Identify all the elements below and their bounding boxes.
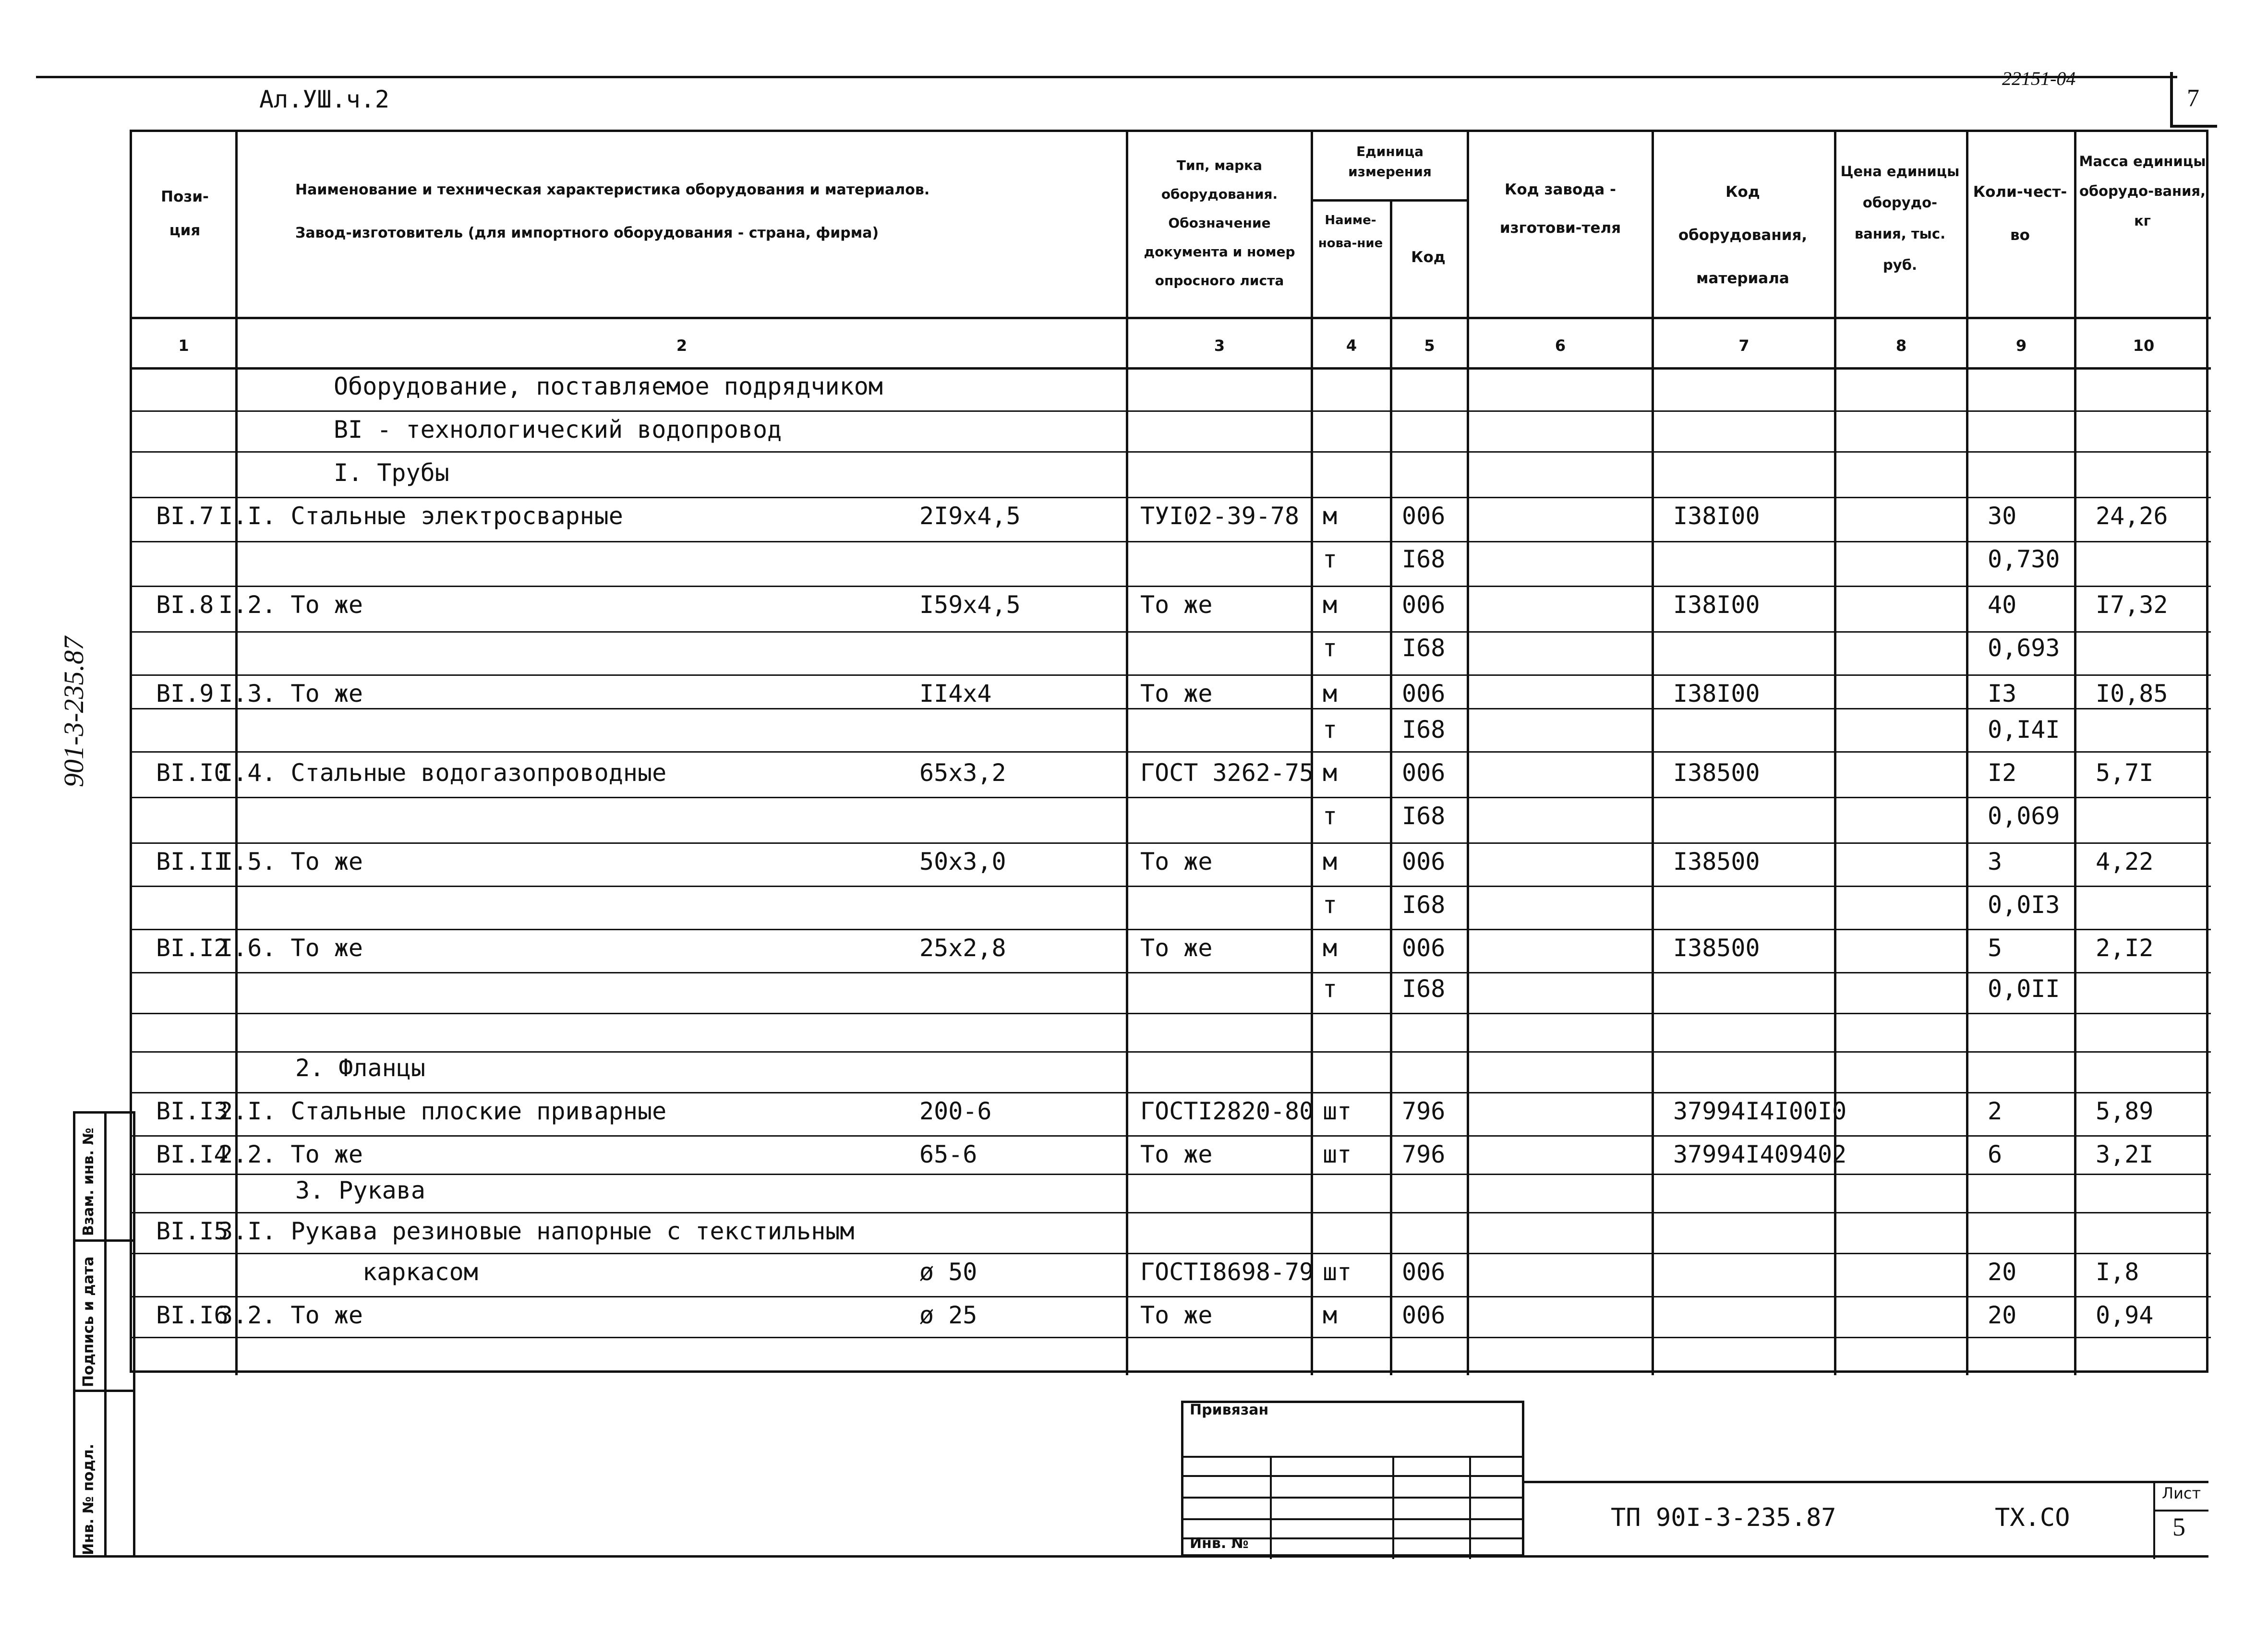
equipment-code-cell: 37994I4I00I0 <box>1673 1097 1847 1125</box>
unit-code-cell: 006 <box>1402 1258 1446 1286</box>
name-cell: I.I. Стальные электросварные <box>218 502 623 530</box>
name-cell: 3.2. То же <box>218 1301 363 1329</box>
name-cell: каркасом <box>362 1258 478 1286</box>
unit-code-cell: I68 <box>1402 634 1446 662</box>
col-header-unit-name: Наиме-нова-ние <box>1318 213 1383 251</box>
col-number-4: 4 <box>1346 336 1357 355</box>
unit-code-cell: 006 <box>1402 934 1446 962</box>
quantity-cell: 2 <box>1988 1097 2003 1125</box>
position-cell: BI.I0 <box>156 759 229 787</box>
name-cell: I.3. То же <box>218 680 363 708</box>
size-cell: 200-6 <box>919 1097 992 1125</box>
row-divider <box>132 1212 2211 1213</box>
table-row <box>132 802 2211 835</box>
table-row <box>132 1301 2211 1334</box>
row-divider <box>132 1135 2211 1137</box>
table-row <box>132 545 2211 578</box>
col-header-unit-group: Единица измерения <box>1348 144 1432 180</box>
side-label-replace: Взам. инв. № <box>80 1128 97 1236</box>
quantity-cell: I3 <box>1988 680 2017 708</box>
unit-code-cell: 006 <box>1402 680 1446 708</box>
mass-cell: 5,89 <box>2096 1097 2154 1125</box>
row-divider <box>132 1337 2211 1338</box>
size-cell: II4x4 <box>919 680 992 708</box>
row-divider <box>132 674 2211 676</box>
table-row <box>132 934 2211 967</box>
row-divider <box>132 972 2211 973</box>
row-divider <box>132 410 2211 412</box>
unit-name-cell: м <box>1323 759 1338 787</box>
type-cell: ТУI02-39-78 <box>1140 502 1300 530</box>
col-header-type: Тип, марка оборудования. Обозначение документа и номер опросного листа <box>1144 157 1295 288</box>
mass-cell: 2,I2 <box>2096 934 2154 962</box>
row-divider <box>132 497 2211 498</box>
unit-name-cell: т <box>1323 891 1338 919</box>
unit-name-cell: т <box>1323 545 1338 573</box>
table-row <box>132 502 2211 535</box>
col-number-3: 3 <box>1214 336 1225 355</box>
name-cell: I.6. То же <box>218 934 363 962</box>
mass-cell: I7,32 <box>2096 591 2168 619</box>
quantity-cell: 20 <box>1988 1301 2017 1329</box>
unit-name-cell: шт <box>1323 1258 1352 1286</box>
position-cell: BI.7 <box>156 502 214 530</box>
row-divider <box>132 797 2211 798</box>
sheet-label: Лист <box>2162 1484 2201 1502</box>
row-divider <box>132 451 2211 453</box>
unit-name-cell: м <box>1323 934 1338 962</box>
col-header-equipment-code: Код оборудования, материала <box>1678 183 1808 287</box>
row-divider <box>132 1296 2211 1297</box>
table-row <box>132 1054 2211 1087</box>
unit-name-cell: м <box>1323 591 1338 619</box>
table-row <box>132 847 2211 881</box>
unit-code-cell: 796 <box>1402 1140 1446 1168</box>
size-cell: ø 50 <box>919 1258 977 1286</box>
equipment-code-cell: I38500 <box>1673 759 1760 787</box>
col-number-8: 8 <box>1895 336 1907 355</box>
name-cell: 2. Фланцы <box>295 1054 425 1082</box>
row-divider <box>132 1174 2211 1175</box>
col-header-name-1: Наименование и техническая характеристика оборудования и материалов. <box>295 181 930 198</box>
size-cell: 65x3,2 <box>919 759 1006 787</box>
size-cell: 50x3,0 <box>919 848 1006 876</box>
table-row <box>132 679 2211 713</box>
row-divider <box>132 1013 2211 1014</box>
mass-cell: I0,85 <box>2096 680 2168 708</box>
mass-cell: 0,94 <box>2096 1301 2154 1329</box>
quantity-cell: 0,0II <box>1988 975 2060 1003</box>
type-cell: То же <box>1140 1301 1213 1329</box>
unit-code-cell: 006 <box>1402 759 1446 787</box>
unit-name-cell: шт <box>1323 1097 1352 1125</box>
row-divider <box>132 586 2211 587</box>
col-number-9: 9 <box>2015 336 2027 355</box>
name-cell: 3.I. Рукава резиновые напорные с текстильным <box>218 1217 855 1245</box>
sheet-code: Ал.УШ.ч.2 <box>259 85 389 113</box>
name-cell: I. Трубы <box>334 459 449 487</box>
col-number-2: 2 <box>676 336 688 355</box>
row-divider <box>132 541 2211 542</box>
unit-code-cell: I68 <box>1402 802 1446 830</box>
position-cell: BI.II <box>156 848 229 876</box>
unit-code-cell: I68 <box>1402 891 1446 919</box>
table-row <box>132 890 2211 924</box>
equipment-code-cell: I38500 <box>1673 934 1760 962</box>
unit-name-cell: м <box>1323 680 1338 708</box>
type-cell: То же <box>1140 680 1213 708</box>
row-divider <box>132 1092 2211 1093</box>
side-approval-stamp <box>73 1111 135 1558</box>
type-cell: То же <box>1140 934 1213 962</box>
col-number-6: 6 <box>1555 336 1566 355</box>
col-number-1: 1 <box>178 336 189 355</box>
row-divider <box>132 886 2211 887</box>
table-row <box>132 1018 2211 1051</box>
tx-code: ТХ.СО <box>1995 1503 2070 1532</box>
name-cell: 2.I. Стальные плоские приварные <box>218 1097 667 1125</box>
unit-code-cell: 006 <box>1402 1301 1446 1329</box>
type-cell: ГОСТ 3262-75 <box>1140 759 1314 787</box>
type-cell: ГОСТI8698-79 <box>1140 1258 1314 1286</box>
col-header-qty: Коли-чест-во <box>1973 183 2067 244</box>
table-row <box>132 1217 2211 1250</box>
col-header-price: Цена единицы оборудо-вания, тыс. руб. <box>1840 163 1960 273</box>
quantity-cell: 40 <box>1988 591 2017 619</box>
unit-name-cell: м <box>1323 1301 1338 1329</box>
doc-number: 22151-04 <box>2002 68 2076 89</box>
quantity-cell: 0,730 <box>1988 545 2060 573</box>
row-divider <box>132 631 2211 633</box>
row-divider <box>132 842 2211 844</box>
position-cell: BI.9 <box>156 680 214 708</box>
col-header-factory-code: Код завода - изготови-теля <box>1499 181 1621 237</box>
tp-code: ТП 90I-3-235.87 <box>1611 1503 1836 1532</box>
unit-code-cell: 796 <box>1402 1097 1446 1125</box>
col-header-unit-code: Код <box>1411 249 1446 266</box>
inventory-number-label: Инв. № <box>1190 1535 1249 1552</box>
quantity-cell: 30 <box>1988 502 2017 530</box>
table-row <box>132 758 2211 792</box>
size-cell: 2I9x4,5 <box>919 502 1021 530</box>
unit-code-cell: 006 <box>1402 591 1446 619</box>
name-cell: I.5. То же <box>218 848 363 876</box>
unit-code-cell: I68 <box>1402 545 1446 573</box>
row-divider <box>132 929 2211 930</box>
quantity-cell: 0,I4I <box>1988 716 2060 744</box>
size-cell: I59x4,5 <box>919 591 1021 619</box>
unit-code-cell: 006 <box>1402 848 1446 876</box>
mass-cell: 3,2I <box>2096 1140 2154 1168</box>
type-cell: То же <box>1140 1140 1213 1168</box>
mass-cell: I,8 <box>2096 1258 2139 1286</box>
specification-table <box>130 130 2208 1373</box>
bottom-frame-line <box>130 1555 2208 1558</box>
side-label-inv: Инв. № подл. <box>80 1443 97 1555</box>
quantity-cell: 0,693 <box>1988 634 2060 662</box>
col-header-mass: Масса единицы оборудо-вания, кг <box>2079 153 2206 229</box>
unit-name-cell: т <box>1323 634 1338 662</box>
table-row <box>132 1258 2211 1291</box>
position-cell: BI.I5 <box>156 1217 229 1245</box>
table-row <box>132 974 2211 1008</box>
col-header-name-2: Завод-изготовитель (для импортного оборудования - страна, фирма) <box>295 225 879 241</box>
quantity-cell: 3 <box>1988 848 2003 876</box>
row-divider <box>132 1051 2211 1053</box>
side-label-sign: Подпись и дата <box>80 1256 97 1387</box>
table-row <box>132 372 2211 406</box>
col-header-position: Пози- ция <box>161 188 209 239</box>
row-divider <box>132 751 2211 753</box>
col-number-7: 7 <box>1738 336 1749 355</box>
col-number-10: 10 <box>2133 336 2155 355</box>
unit-code-cell: I68 <box>1402 716 1446 744</box>
quantity-cell: 6 <box>1988 1140 2003 1168</box>
table-row <box>132 415 2211 449</box>
position-cell: BI.8 <box>156 591 214 619</box>
type-cell: ГОСТI2820-80 <box>1140 1097 1314 1125</box>
position-cell: BI.I6 <box>156 1301 229 1329</box>
quantity-cell: I2 <box>1988 759 2017 787</box>
size-cell: 65-6 <box>919 1140 977 1168</box>
size-cell: ø 25 <box>919 1301 977 1329</box>
position-cell: BI.I3 <box>156 1097 229 1125</box>
top-frame-line <box>36 76 2177 78</box>
unit-name-cell: т <box>1323 975 1338 1003</box>
quantity-cell: 20 <box>1988 1258 2017 1286</box>
name-cell: I.2. То же <box>218 591 363 619</box>
sheet-number: 5 <box>2172 1512 2185 1541</box>
type-cell: То же <box>1140 848 1213 876</box>
type-cell: То же <box>1140 591 1213 619</box>
binding-stamp <box>1181 1401 1524 1557</box>
equipment-code-cell: I38I00 <box>1673 502 1760 530</box>
unit-code-cell: 006 <box>1402 502 1446 530</box>
unit-name-cell: т <box>1323 802 1338 830</box>
size-cell: 25x2,8 <box>919 934 1006 962</box>
table-row <box>132 1140 2211 1174</box>
position-cell: BI.I2 <box>156 934 229 962</box>
name-cell: BI - технологический водопровод <box>334 416 782 444</box>
table-row <box>132 715 2211 749</box>
mass-cell: 24,26 <box>2096 502 2168 530</box>
unit-name-cell: м <box>1323 848 1338 876</box>
quantity-cell: 0,069 <box>1988 802 2060 830</box>
binding-label: Привязан <box>1190 1402 1269 1418</box>
table-row <box>132 458 2211 492</box>
mass-cell: 5,7I <box>2096 759 2154 787</box>
equipment-code-cell: 37994I409402 <box>1673 1140 1847 1168</box>
col-number-5: 5 <box>1424 336 1435 355</box>
side-document-code: 901-3-235.87 <box>58 636 89 787</box>
table-row <box>132 634 2211 667</box>
unit-code-cell: I68 <box>1402 975 1446 1003</box>
quantity-cell: 5 <box>1988 934 2003 962</box>
name-cell: 2.2. То же <box>218 1140 363 1168</box>
equipment-code-cell: I38I00 <box>1673 680 1760 708</box>
page-corner-number: 7 <box>2187 84 2199 112</box>
position-cell: BI.I4 <box>156 1140 229 1168</box>
table-row <box>132 590 2211 624</box>
quantity-cell: 0,0I3 <box>1988 891 2060 919</box>
unit-name-cell: т <box>1323 716 1338 744</box>
name-cell: I.4. Стальные водогазопроводные <box>218 759 667 787</box>
equipment-code-cell: I38500 <box>1673 848 1760 876</box>
table-row <box>132 1097 2211 1130</box>
unit-name-cell: м <box>1323 502 1338 530</box>
name-cell: 3. Рукава <box>295 1176 425 1204</box>
table-row <box>132 1176 2211 1210</box>
mass-cell: 4,22 <box>2096 848 2154 876</box>
row-divider <box>132 1253 2211 1254</box>
unit-name-cell: шт <box>1323 1140 1352 1168</box>
name-cell: Оборудование, поставляемое подрядчиком <box>334 372 883 400</box>
equipment-code-cell: I38I00 <box>1673 591 1760 619</box>
